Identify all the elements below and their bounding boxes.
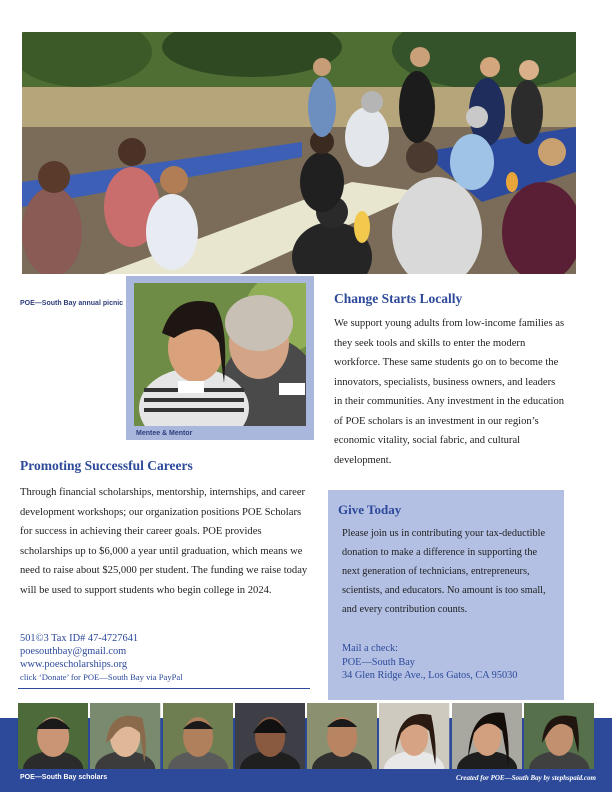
credit-line: Created for POE—South Bay by stephspaid.com: [455, 774, 596, 782]
scholar-photo: [452, 703, 522, 769]
change-heading: Change Starts Locally: [334, 291, 463, 306]
email-link[interactable]: poesouthbay@gmail.com: [20, 646, 127, 657]
scholar-photo: [379, 703, 449, 769]
mail-label: Mail a check:: [342, 643, 399, 654]
divider: [18, 688, 310, 689]
picnic-photo: [22, 32, 576, 274]
paypal-link[interactable]: click ‘Donate’ for POE—South Bay via PayPal: [20, 672, 183, 682]
scholars-caption: POE—South Bay scholars: [20, 774, 108, 781]
give-paragraph: Please join us in contributing your tax-deductible donation to make a difference in supporting the next generation of technicians, entrepreneurs, scientists, and educators. No amount is too small, and every contribution counts.: [342, 528, 546, 615]
website-link[interactable]: www.poescholarships.org: [20, 659, 128, 670]
scholar-photo: [163, 703, 233, 769]
tax-id: 501©3 Tax ID# 47-4727641: [20, 633, 139, 644]
mail-address: 34 Glen Ridge Ave., Los Gatos, CA 95030: [342, 670, 518, 681]
mail-block: [342, 642, 562, 683]
scholar-photo: [235, 703, 305, 769]
scholar-photo: [524, 703, 594, 769]
picnic-caption: POE—South Bay annual picnic: [20, 300, 124, 307]
mail-org: POE—South Bay: [342, 656, 415, 668]
mentee-caption: Mentee & Mentor: [136, 430, 193, 437]
scholars-strip: [18, 703, 594, 769]
mentee-mentor-photo: [134, 283, 306, 426]
contact-block: [20, 632, 320, 684]
scholar-photo: [307, 703, 377, 769]
promoting-paragraph: Through financial scholarships, mentorship, internships, and career development workshops; our organization positions POE Scholars for success in achieving their career goals. POE provides scholarships up to $6,000 a year until graduation, which means we need to raise about $25,000 per student. The funding we raise today will be used to support students who begin college in 2024.: [20, 487, 308, 596]
scholar-photo: [90, 703, 160, 769]
change-paragraph: We support young adults from low-income families as they seek tools and skills to enter the modern workforce. These same students go on to become the innovators, specialists, business owners, and leaders in their communities. Any investment in the education of POE scholars is an investment in our region’s economic vitality, social fabric, and cultural development.: [334, 318, 565, 466]
promoting-heading: Promoting Successful Careers: [20, 458, 193, 473]
scholar-photo: [18, 703, 88, 769]
give-heading: Give Today: [338, 502, 402, 517]
